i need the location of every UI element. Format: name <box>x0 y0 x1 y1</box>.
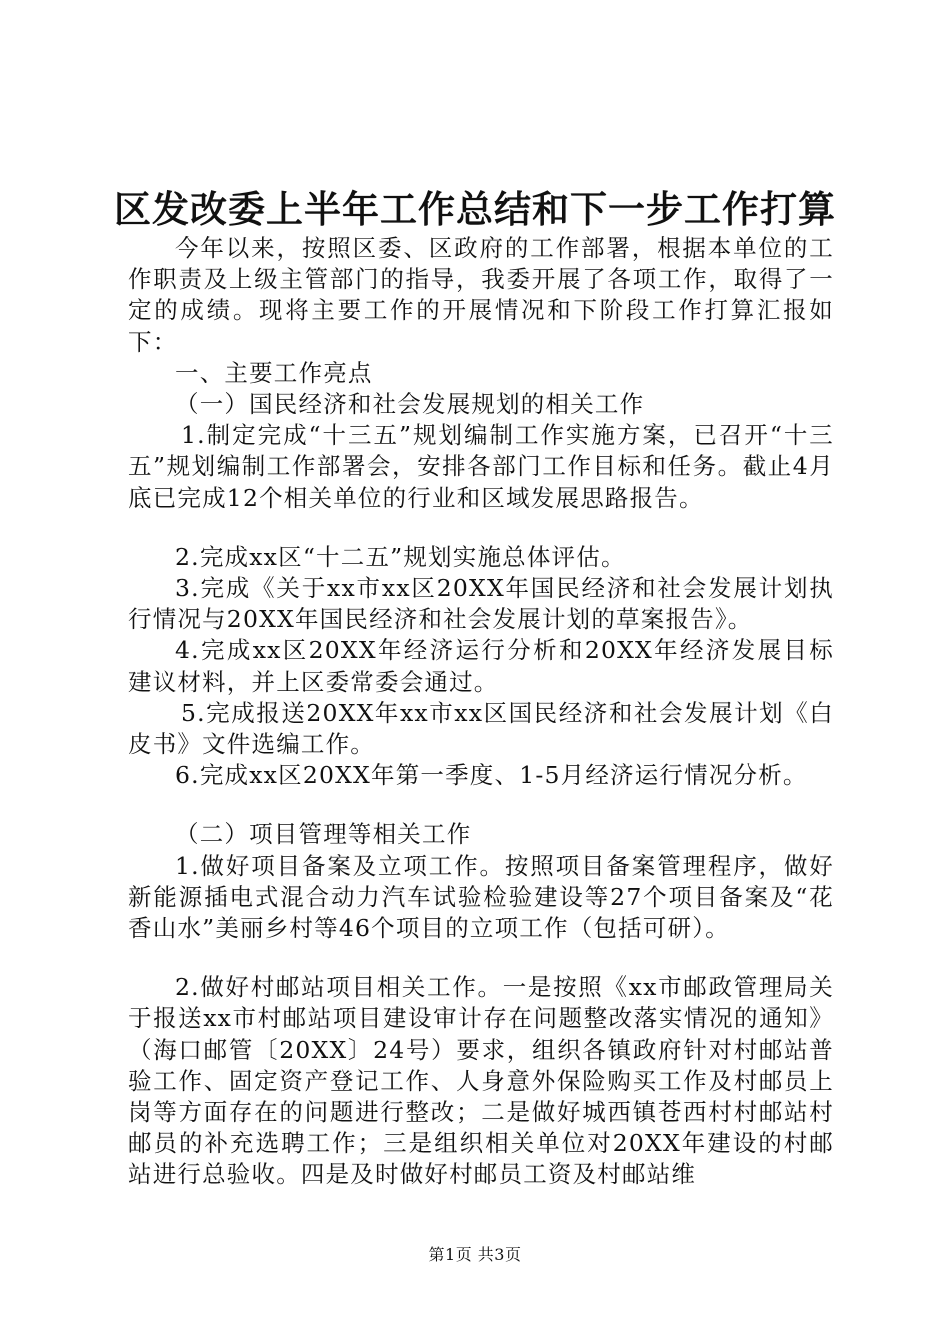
document-body <box>128 233 834 1191</box>
list-item: 1.制定完成“十三五”规划编制工作实施方案，已召开“十三五”规划编制工作部署会，安排各部门工作目标和任务。截止4月底已完成12个相关单位的行业和区域发展思路报告。 <box>128 421 834 512</box>
list-item: 2.完成xx区“十二五”规划实施总体评估。 <box>175 542 626 571</box>
list-item: 5.完成报送20XX年xx市xx区国民经济和社会发展计划《白皮书》文件选编工作。 <box>128 698 834 759</box>
subsection-heading-1: （一）国民经济和社会发展规划的相关工作 <box>175 390 645 419</box>
list-item: 1.做好项目备案及立项工作。按照项目备案管理程序，做好新能源插电式混合动力汽车试验检验建设等27个项目备案及“花香山水”美丽乡村等46个项目的立项工作（包括可研）。 <box>128 851 834 943</box>
paragraph-gap <box>128 944 834 972</box>
paragraph-gap <box>128 791 834 819</box>
document-title: 区发改委上半年工作总结和下一步工作打算 <box>114 187 836 231</box>
paragraph-gap <box>128 514 834 542</box>
subsection-heading-2: （二）项目管理等相关工作 <box>175 820 472 849</box>
list-item: 6.完成xx区20XX年第一季度、1-5月经济运行情况分析。 <box>175 761 808 790</box>
list-item: 4.完成xx区20XX年经济运行分析和20XX年经济发展目标建议材料，并上区委常委会通过。 <box>128 636 834 696</box>
list-item: 3.完成《关于xx市xx区20XX年国民经济和社会发展计划执行情况与20XX年国民经济和社会发展计划的草案报告》。 <box>128 574 834 634</box>
intro-paragraph: 今年以来，按照区委、区政府的工作部署，根据本单位的工作职责及上级主管部门的指导，我委开展了各项工作，取得了一定的成绩。现将主要工作的开展情况和下阶段工作打算汇报如下： <box>128 234 834 356</box>
list-item: 2.做好村邮站项目相关工作。一是按照《xx市邮政管理局关于报送xx市村邮站项目建设审计存在问题整改落实情况的通知》（海口邮管〔20XX〕24号）要求，组织各镇政府针对村邮站普验工作、固定资产登记工作、人身意外保险购买工作及村邮员上岗等方面存在的问题进行整改；二是做好城西镇苍西村村邮站村邮员的补充选聘工作；三是组织相关单位对20XX年建设的村邮站进行总验收。四是及时做好村邮员工资及村邮站维 <box>128 973 834 1189</box>
section-heading-1: 一、主要工作亮点 <box>175 358 373 387</box>
page-footer: 第1页 共3页 <box>428 1245 522 1264</box>
